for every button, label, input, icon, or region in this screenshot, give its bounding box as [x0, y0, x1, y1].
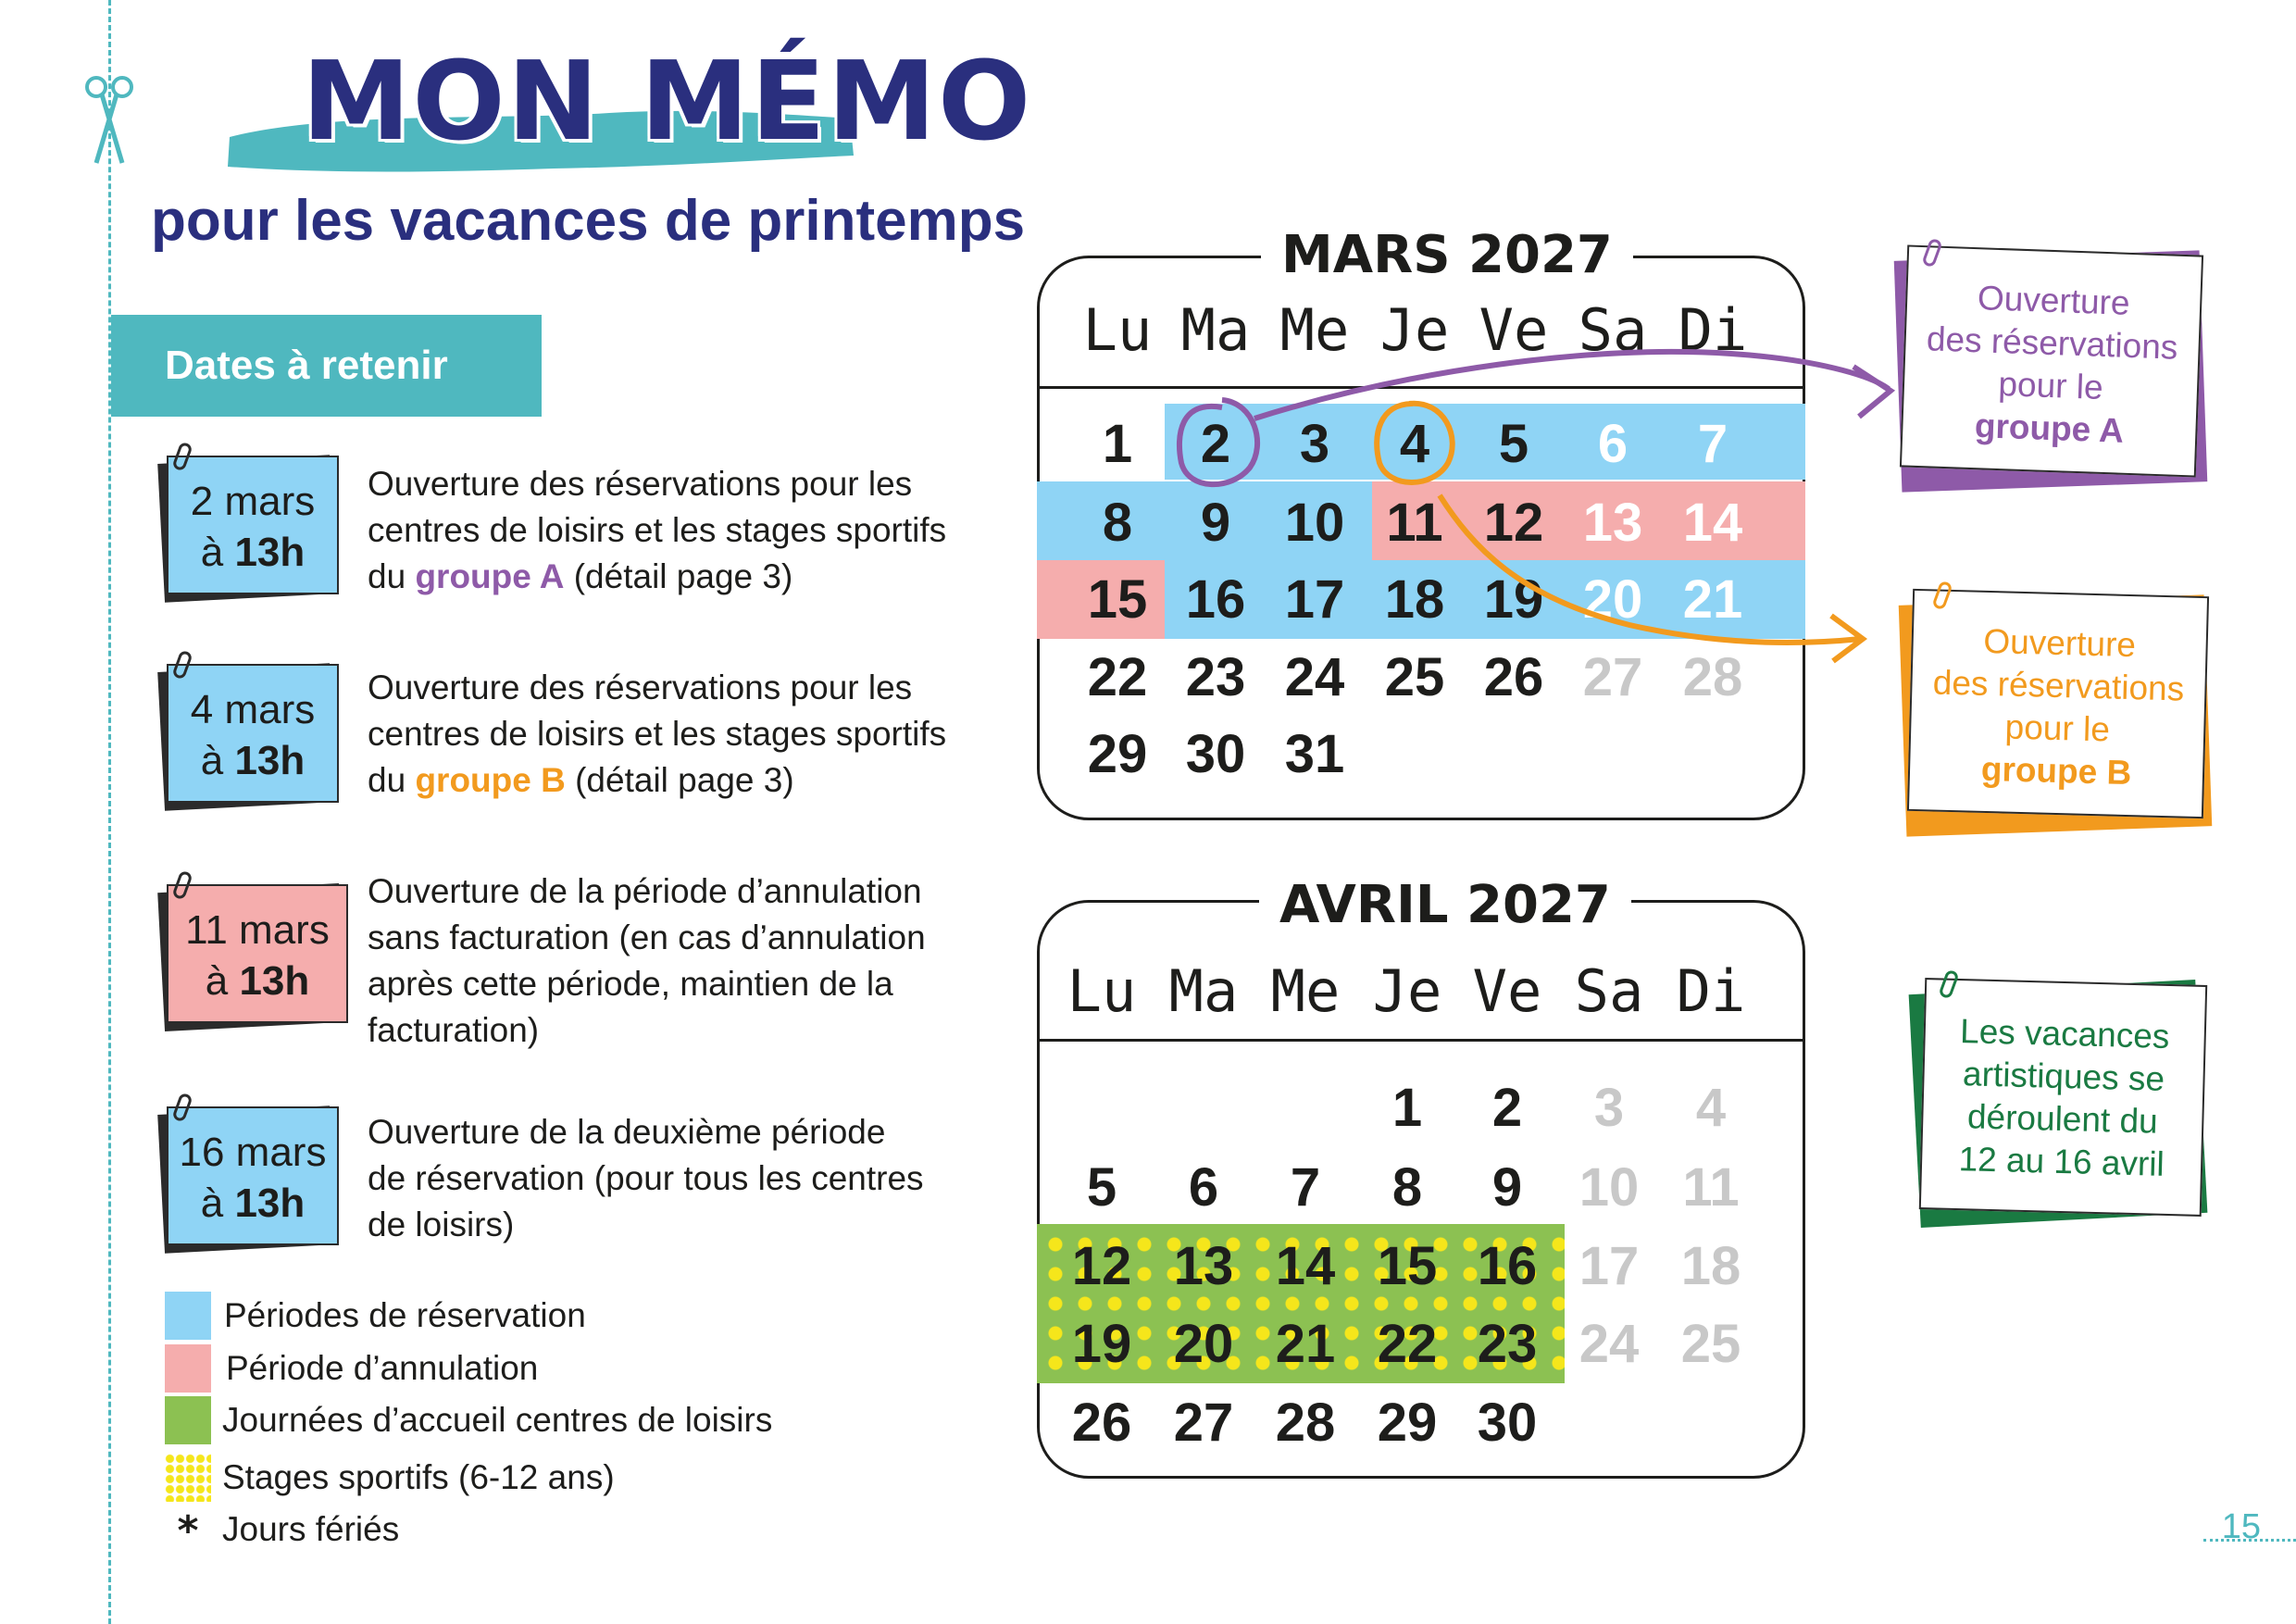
date-description-2: Ouverture des réservations pour les centres de loisirs et les stages sportifs du groupe B (détail page 3)	[368, 668, 947, 799]
calendar-day: 8	[1102, 493, 1133, 553]
calendar-day: 7	[1290, 1157, 1321, 1218]
calendar-day: 19	[1071, 1314, 1132, 1374]
cut-line	[108, 0, 111, 1624]
calendar-title-mars: MARS 2027	[1261, 230, 1633, 281]
calendar-day: 4	[1695, 1078, 1727, 1138]
calendar-day: 11	[1386, 493, 1443, 553]
date-note-2-mars: 2 mars à 13h	[167, 456, 339, 594]
legend-swatch	[165, 1292, 211, 1340]
calendar-day: 14	[1682, 493, 1743, 553]
calendar-day: 12	[1483, 493, 1544, 553]
calendar-day: 11	[1682, 1157, 1740, 1218]
calendar-day: 20	[1173, 1314, 1234, 1374]
calendar-day: 22	[1377, 1314, 1438, 1374]
calendar-day: 24	[1578, 1314, 1640, 1374]
calendar-day: 14	[1275, 1236, 1336, 1296]
calendar-day: 17	[1284, 569, 1345, 630]
weekday-2: Me	[1279, 296, 1350, 364]
date-note-4-mars: 4 mars à 13h	[167, 664, 339, 803]
calendar-day: 22	[1087, 647, 1148, 707]
calendar-day: 15	[1377, 1236, 1438, 1296]
weekday-5: Sa	[1574, 957, 1644, 1025]
legend-swatch	[165, 1344, 211, 1393]
weekday-0: Lu	[1067, 957, 1137, 1025]
calendar-day: 2	[1491, 1078, 1523, 1138]
date-description-4: Ouverture de la deuxième période de réservation (pour tous les centres de loisirs)	[368, 1113, 924, 1243]
calendar-day: 26	[1483, 647, 1544, 707]
calendar-day: 10	[1578, 1157, 1640, 1218]
weekday-4: Ve	[1472, 957, 1542, 1025]
weekday-3: Je	[1372, 957, 1442, 1025]
weekday-1: Ma	[1180, 296, 1251, 364]
calendar-day: 8	[1391, 1157, 1423, 1218]
date-description-3: Ouverture de la période d’annulation sans facturation (en cas d’annulation après cette période, maintien de la facturation)	[368, 872, 926, 1049]
weekday-4: Ve	[1479, 296, 1549, 364]
calendar-day: 18	[1680, 1236, 1741, 1296]
date-description-1: Ouverture des réservations pour les centres de loisirs et les stages sportifs du groupe A (détail page 3)	[368, 465, 947, 595]
calendar-day: 25	[1680, 1314, 1741, 1374]
calendar-day: 1	[1102, 414, 1133, 474]
calendar-day: 23	[1185, 647, 1246, 707]
calendar-day: 13	[1582, 493, 1643, 553]
weekday-6: Di	[1678, 296, 1748, 364]
page-subtitle: pour les vacances de printemps	[151, 189, 1026, 253]
weekday-2: Me	[1270, 957, 1341, 1025]
calendar-day: 31	[1284, 724, 1345, 784]
calendar-day: 1	[1391, 1078, 1423, 1138]
page-number: 15	[2221, 1507, 2261, 1546]
calendar-day: 12	[1071, 1236, 1132, 1296]
calendar-day: 4	[1399, 414, 1430, 474]
dates-heading: Dates à retenir	[111, 315, 542, 417]
calendar-day: 5	[1498, 414, 1529, 474]
calendar-header-divider	[1037, 386, 1805, 389]
calendar-day: 29	[1377, 1393, 1438, 1453]
date-note-16-mars: 16 mars à 13h	[167, 1106, 339, 1245]
calendar-day: 28	[1275, 1393, 1336, 1453]
calendar-day: 25	[1384, 647, 1445, 707]
calendar-day: 20	[1582, 569, 1643, 630]
asterisk-icon: *	[177, 1507, 199, 1555]
calendar-header-divider	[1037, 1039, 1805, 1042]
calendar-day: 30	[1185, 724, 1246, 784]
calendar-day: 6	[1188, 1157, 1219, 1218]
legend-swatch	[165, 1454, 211, 1502]
date-note-11-mars: 11 mars à 13h	[167, 884, 348, 1023]
calendar-day: 3	[1593, 1078, 1625, 1138]
calendar-day: 27	[1173, 1393, 1234, 1453]
calendar-day: 29	[1087, 724, 1148, 784]
calendar-day: 16	[1185, 569, 1246, 630]
calendar-day: 16	[1477, 1236, 1538, 1296]
calendar-day: 9	[1491, 1157, 1523, 1218]
calendar-day: 23	[1477, 1314, 1538, 1374]
page-number-rule	[2203, 1539, 2296, 1542]
calendar-day: 10	[1284, 493, 1345, 553]
calendar-day: 28	[1682, 647, 1743, 707]
weekday-6: Di	[1676, 957, 1746, 1025]
scissors-icon	[81, 74, 137, 167]
weekday-3: Je	[1379, 296, 1450, 364]
calendar-day: 18	[1384, 569, 1445, 630]
calendar-day: 24	[1284, 647, 1345, 707]
page-title: MON MÉMO	[302, 37, 1033, 165]
groupe-a-label: groupe A	[415, 557, 565, 595]
calendar-day: 7	[1697, 414, 1728, 474]
calendar-day: 30	[1477, 1393, 1538, 1453]
calendar-day: 17	[1578, 1236, 1640, 1296]
calendar-day: 27	[1582, 647, 1643, 707]
groupe-b-label: groupe B	[415, 761, 566, 799]
weekday-1: Ma	[1168, 957, 1239, 1025]
calendar-title-avril: AVRIL 2027	[1259, 880, 1631, 931]
calendar-day: 15	[1087, 569, 1148, 630]
calendar-day: 21	[1682, 569, 1743, 630]
calendar-day: 2	[1200, 414, 1231, 474]
calendar-day: 3	[1299, 414, 1330, 474]
legend-swatch	[165, 1396, 211, 1444]
calendar-day: 19	[1483, 569, 1544, 630]
calendar-day: 26	[1071, 1393, 1132, 1453]
calendar-day: 13	[1173, 1236, 1234, 1296]
weekday-5: Sa	[1578, 296, 1648, 364]
weekday-0: Lu	[1082, 296, 1153, 364]
calendar-day: 9	[1200, 493, 1231, 553]
calendar-day: 5	[1086, 1157, 1117, 1218]
calendar-day: 21	[1275, 1314, 1336, 1374]
calendar-day: 6	[1597, 414, 1628, 474]
